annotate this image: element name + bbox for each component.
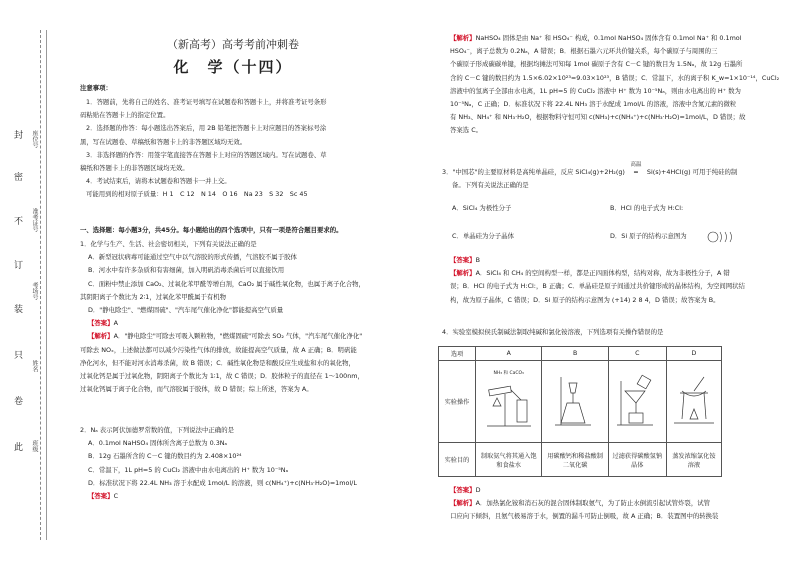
binding-char: 不 [14, 217, 24, 227]
analysis-label: 【解析】 [450, 34, 476, 42]
q1-option: C．面粉中禁止添加 CaO₂、过氧化苯甲酰等增白剂，CaO₂ 属于碱性氧化物，也属于离子化合物， [88, 279, 365, 288]
q3-option: C．单晶硅为分子晶体 [452, 232, 514, 240]
q3-analysis-line: 误；B．HCl 的电子式为 H:Cl:，B 正确；C．单晶硅是原子间通过共价键形成的晶体结构，为空间网状结 [450, 282, 745, 291]
q1-stem: 1．化学与生产、生活、社会密切相关，下列有关说法正确的是 [80, 240, 257, 248]
binding-dashed-line [40, 30, 41, 540]
q4-stem: 4．实验室模拟侯氏制碱法制取纯碱和氯化铵溶液，下列选项有关操作错误的是 [442, 328, 664, 336]
right-column [428, 0, 778, 562]
q2-analysis-line: 【解析】NaHSO₄ 固体是由 Na⁺ 和 HSO₄⁻ 构成，0.1mol NaHSO₄ 固体含有 0.1mol Na⁺ 和 0.1mol [450, 34, 742, 42]
q1-analysis-line: 【解析】A．"静电除尘"可除去可吸入颗粒物，"燃煤固硫"可除去 SO₂ 气体，"汽车尾气催化净化" [88, 332, 363, 341]
answer-label: 【答案】 [88, 492, 114, 501]
q1-option: 其阴阳离子个数比为 2∶1，过氧化苯甲酰属于有机物 [80, 292, 227, 301]
q3-analysis-line: 构，故为原子晶体，C 错误；D．Si 原子的结构示意图为 (+14) 2 8 4，D 错误；故答案为 B。 [450, 295, 720, 304]
table-cell: 实验操作 [439, 361, 476, 443]
q3-stem-cont: 备。下列有关说法正确的是 [452, 181, 529, 190]
q2-stem: 2．Nₐ 表示阿伏加德罗常数的值，下列说法中正确的是 [80, 426, 234, 434]
binding-char: 密 [14, 173, 24, 183]
atomic-masses: 可能用到的相对原子质量：H 1 C 12 N 14 O 16 Na 23 S 32 Sc 45 [86, 190, 308, 199]
table-cell: D [666, 347, 721, 361]
notes-heading: 注意事项： [80, 84, 112, 92]
q3-option: A．SiCl₄ 为极性分子 [452, 204, 512, 212]
q1-analysis-line: 净化河水，但不能对河水消毒杀菌，故 B 错误；C．碱性氧化物是和酸反应生成盐和水的氧化物， [80, 358, 355, 367]
q2-analysis-line: 答案选 C。 [450, 126, 483, 135]
answer-label: 【答案】 [88, 319, 114, 328]
answer-value: C [113, 492, 119, 501]
binding-char: 卷 [14, 397, 24, 407]
apparatus-d [666, 361, 721, 443]
q2-analysis-line: 个碳原子形成碳碳单键，根据均摊法可知每 1mol 碳原子含有 C－C 键的数目为 1.5Nₐ，故 12g 石墨所 [450, 60, 743, 69]
table-cell: B [542, 347, 608, 361]
q1-answer [80, 317, 398, 330]
q3-answer [450, 254, 780, 267]
q2-option: D．标准状况下将 22.4L NH₃ 溶于水配成 1mol/L 的溶液，则 c(NH₄⁺)+c(NH₃·H₂O)=1mol/L [88, 478, 357, 487]
left-column [58, 0, 398, 562]
apparatus-a [476, 361, 542, 443]
table-cell: 实验目的 [439, 443, 476, 477]
q1-option: B．河水中有许多杂质和有害细菌，加入明矾消毒杀菌后可以直接饮用 [88, 266, 285, 275]
apparatus-label: NH₃ 和 CaCO₃ [493, 370, 524, 376]
q4-solution [450, 484, 780, 524]
notes-item: 黑，写在试题卷、草稿纸和答题卡上的非答题区域均无效。 [80, 137, 247, 146]
question-3 [442, 162, 782, 192]
answer-value: D [475, 486, 481, 494]
q4-analysis-line: 【解析】A．加热氯化铵和消石灰的混合固体制取氨气，为了防止水倒流引起试管炸裂，试管 [450, 499, 710, 508]
q3-stem: 3．"中国芯"的主要原材料是高纯单晶硅，反应 SiCl₄(g)+2H₂(g) 高温 ═ Si(s)+4HCl(g) 可用于纯硅的制 [442, 166, 782, 179]
apparatus-a-icon [485, 376, 533, 432]
q2-analysis-line: 含的 C－C 键的数目约为 1.5×6.02×10²³=9.03×10²³，B 错误；C．常温下，水的离子积 K_w=1×10⁻¹⁴，CuCl₂ [450, 73, 780, 82]
q1-option: A．新型冠状病毒可能通过空气中以气溶胶的形式传播，气溶胶不属于胶体 [88, 253, 297, 262]
binding-field-class: 班级 [31, 440, 38, 452]
binding-char: 此 [14, 443, 24, 453]
binding-char: 装 [14, 305, 24, 315]
notes-item: 码粘贴在答题卡上的指定位置。 [80, 111, 170, 120]
binding-char: 只 [14, 351, 24, 361]
q1-analysis-line: 过氧化钙是属于过氧化物，阴阳离子个数比为 1∶1，故 C 错误；D．胶体粒子的直径在 1～100nm， [80, 372, 364, 381]
exam-title: 化 学（十四） [173, 58, 293, 76]
notes-item: 3．非选择题的作答：用签字笔直接答在答题卡上对应的答题区域内。写在试题卷、草 [86, 150, 327, 159]
q3-solution [450, 254, 780, 307]
q2-analysis-line: 有 NH₃、NH₄⁺ 和 NH₃·H₂O，根据物料守恒可知 c(NH₃)+c(NH₄⁺)+c(NH₃·H₂O)=1mol/L，D 错误；故 [450, 113, 746, 122]
analysis-label: 【解析】 [450, 269, 476, 278]
q2-analysis-line: 溶液中的氢离子全部由水电离，1L pH=5 的 CuCl₂ 溶液中 H⁺ 数为 10⁻⁵Nₐ，则由水电离出的 H⁺ 数为 [450, 86, 741, 95]
table-cell: 过滤获得碳酸氢钠晶体 [608, 443, 666, 477]
reaction-condition: 高温 [630, 162, 642, 168]
q4-answer [450, 484, 780, 497]
q1-analysis-line: 过氧化钙属于离子化合物，而气溶胶属于胶体，故 D 错误；综上所述，答案为 A。 [80, 385, 313, 394]
table-cell: 选项 [439, 347, 476, 361]
binding-strip [0, 0, 56, 562]
q2-option: B．12g 石墨所含的 C－C 键的数目约为 2.408×10²⁴ [88, 452, 242, 461]
q4-table [438, 346, 722, 477]
binding-solid-line [46, 30, 47, 540]
q2-analysis-line: HSO₄⁻，离子总数为 0.2Nₐ，A 错误；B．根据石墨六元环共价键关系，每个碳原子与周围的三 [450, 47, 718, 56]
apparatus-c-icon [613, 373, 661, 429]
q1-analysis-line: 可除去 NOₓ，上述做法都可以减少污染性气体的排放，故能提高空气质量，故 A 正确；B．明矾能 [80, 345, 357, 354]
binding-field-seat: 座位号 [31, 130, 38, 148]
q4-table-header [439, 347, 722, 361]
table-cell: C [608, 347, 666, 361]
q4-table-row-purpose [439, 443, 722, 477]
binding-char: 封 [14, 131, 24, 141]
q2-analysis [450, 32, 780, 138]
answer-label: 【答案】 [450, 486, 476, 494]
binding-field-name: 姓名 [31, 360, 38, 372]
si-atom-diagram [706, 230, 736, 244]
notes-item: 2．选择题的作答：每小题选出答案后，用 2B 铅笔把答题卡上对应题目的答案标号涂 [86, 124, 327, 133]
q2-analysis-line: 10⁻⁵Nₐ，C 正确；D．标准状况下将 22.4L NH₃ 溶于水配成 1mol/L 的溶液，溶液中含氮元素的微粒 [450, 100, 737, 109]
notes-item: 4．考试结束后，请将本试题卷和答题卡一并上交。 [86, 177, 231, 186]
q2-option: A．0.1mol NaHSO₄ 固体所含离子总数为 0.3Nₐ [88, 439, 228, 448]
q3-option: D．Si 原子的结构示意图为 [610, 232, 687, 240]
q4-analysis-line: 口应向下倾斜，且氨气极易溶于水，倒置的漏斗可防止倒吸，故 A 正确；B．装置图中的转换装 [450, 512, 719, 521]
q3-analysis-line: 【解析】A．SiCl₄ 和 CH₄ 的空间构型一样，都是正四面体构型，结构对称，故为非极性分子，A 错 [450, 269, 730, 278]
exam-subtitle: （新高考）高考考前冲刺卷 [167, 38, 299, 51]
table-cell: 蒸发浓缩氯化铵溶液 [666, 443, 721, 477]
table-cell: 制取氨气将其通入饱和食盐水 [476, 443, 542, 477]
analysis-label: 【解析】 [450, 499, 476, 508]
apparatus-c [608, 361, 666, 443]
answer-value: A [113, 319, 118, 328]
q2-option: C．常温下，1L pH=5 的 CuCl₂ 溶液中由水电离出的 H⁺ 数为 10⁻⁵Nₐ [88, 465, 289, 474]
apparatus-b [542, 361, 608, 443]
answer-label: 【答案】 [450, 256, 476, 264]
answer-value: B [475, 256, 480, 264]
table-cell: 用碳酸钙和稀盐酸制二氧化碳 [542, 443, 608, 477]
apparatus-b-icon [551, 373, 599, 429]
q2-answer [80, 490, 398, 503]
notes-item: 稿纸和答题卡上的非答题区域均无效。 [80, 164, 189, 173]
section-heading: 一、选择题：每小题3分，共45分。每小题给出的四个选项中，只有一项是符合题目要求的。 [80, 226, 343, 234]
analysis-label: 【解析】 [88, 332, 114, 341]
q4-table-row-operation [439, 361, 722, 443]
apparatus-d-icon [670, 373, 718, 429]
table-cell: A [476, 347, 542, 361]
reaction-arrow: 高温 ═ [625, 166, 647, 179]
notes-item: 1．答题前，先将自己的姓名、准考证号填写在试题卷和答题卡上，并将准考证号条形 [86, 98, 327, 106]
question-2 [80, 424, 398, 503]
binding-field-room: 考场号 [31, 282, 38, 300]
notes-list [80, 96, 398, 202]
question-1 [80, 238, 398, 396]
q3-option: B．HCl 的电子式为 H:Cl: [610, 204, 684, 212]
q1-option: D．"静电除尘"、"燃煤固硫"、"汽车尾气催化净化"都能提高空气质量 [88, 306, 284, 315]
binding-char: 订 [14, 261, 24, 271]
binding-field-ticket: 准考证号 [31, 208, 38, 232]
